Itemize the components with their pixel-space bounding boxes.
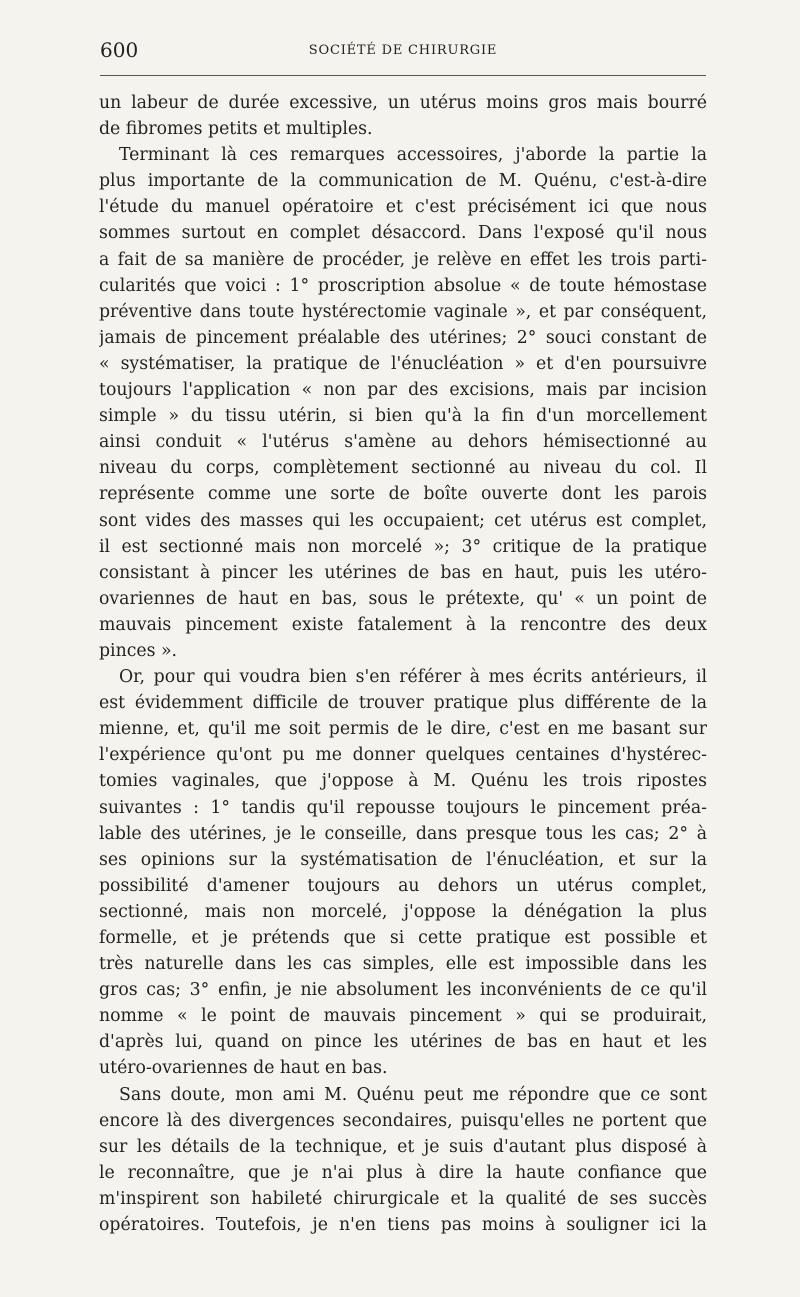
text-line: représente comme une sorte de boîte ouverte dont les parois xyxy=(99,484,707,505)
text-line: mauvais pincement existe fatalement à la rencontre des deux xyxy=(99,614,707,635)
text-line: jamais de pincement préalable des utérines; 2° souci constant de xyxy=(99,327,707,348)
text-line: gros cas; 3° enfin, je nie absolument les inconvénients de ce qu'il xyxy=(99,980,707,1001)
page-header xyxy=(100,38,706,64)
text-line: d'après lui, quand on pince les utérines de bas en haut et les xyxy=(99,1032,707,1053)
text-line: simple » du tissu utérin, si bien qu'à la fin d'un morcellement xyxy=(99,406,707,427)
text-line: cularités que voici : 1° proscription absolue « de toute hémostase xyxy=(99,275,707,296)
text-line: l'étude du manuel opératoire et c'est précisément ici que nous xyxy=(99,197,707,218)
text-line: tomies vaginales, que j'oppose à M. Quénu les trois ripostes xyxy=(99,771,707,792)
text-line: formelle, et je prétends que si cette pratique est possible et xyxy=(99,928,707,948)
text-line: sectionné, mais non morcelé, j'oppose la dénégation la plus xyxy=(99,901,707,922)
text-line: a fait de sa manière de procéder, je relève en effet les trois parti- xyxy=(99,249,707,270)
text-line: ainsi conduit « l'utérus s'amène au dehors hémisectionné au xyxy=(99,432,707,453)
text-line: Or, pour qui voudra bien s'en référer à mes écrits antérieurs, il xyxy=(119,667,707,688)
text-line: toujours l'application « non par des excisions, mais par incision xyxy=(99,380,707,401)
text-line: Sans doute, mon ami M. Quénu peut me répondre que ce sont xyxy=(119,1084,707,1105)
text-line: préventive dans toute hystérectomie vaginale », et par conséquent, xyxy=(99,301,707,322)
text-line: utéro-ovariennes de haut en bas. xyxy=(99,1058,388,1079)
text-line: opératoires. Toutefois, je n'en tiens pas moins à souligner ici la xyxy=(99,1215,707,1236)
text-line: sont vides des masses qui les occupaient; cet utérus est complet, xyxy=(99,510,707,531)
text-line: consistant à pincer les utérines de bas en haut, puis les utéro- xyxy=(99,562,707,583)
text-line: ses opinions sur la systématisation de l'énucléation, et sur la xyxy=(99,849,707,870)
text-line: un labeur de durée excessive, un utérus moins gros mais bourré xyxy=(99,93,707,113)
text-line: très naturelle dans les cas simples, elle est impossible dans les xyxy=(99,954,707,975)
header-rule xyxy=(100,75,706,76)
text-line: de fibromes petits et multiples. xyxy=(99,119,373,140)
text-line: « systématiser, la pratique de l'énucléation » et d'en poursuivre xyxy=(99,353,707,374)
text-line: Terminant là ces remarques accessoires, j'aborde la partie la xyxy=(119,145,707,166)
text-line: sommes surtout en complet désaccord. Dans l'exposé qu'il nous xyxy=(99,223,707,244)
text-line: pinces ». xyxy=(99,640,178,661)
text-line: il est sectionné mais non morcelé »; 3° critique de la pratique xyxy=(99,536,707,557)
running-title: SOCIÉTÉ DE CHIRURGIE xyxy=(308,43,498,58)
text-line: lable des utérines, je le conseille, dans presque tous les cas; 2° à xyxy=(99,823,707,844)
text-line: encore là des divergences secondaires, puisqu'elles ne portent que xyxy=(99,1110,707,1131)
text-line: plus importante de la communication de M. Quénu, c'est-à-dire xyxy=(99,171,707,192)
text-line: mienne, et, qu'il me soit permis de le dire, c'est en me basant sur xyxy=(99,719,707,740)
text-line: le reconnaître, que je n'ai plus à dire la haute confiance que xyxy=(99,1162,707,1183)
text-line: m'inspirent son habileté chirurgicale et la qualité de ses succès xyxy=(99,1188,707,1209)
page-number: 600 xyxy=(100,38,139,62)
text-line: niveau du corps, complètement sectionné au niveau du col. Il xyxy=(99,458,707,479)
text-line: est évidemment difficile de trouver pratique plus différente de la xyxy=(99,693,707,714)
text-line: nomme « le point de mauvais pincement » qui se produirait, xyxy=(99,1006,707,1027)
text-line: possibilité d'amener toujours au dehors un utérus complet, xyxy=(99,875,707,896)
body-text xyxy=(99,90,707,1238)
text-line: suivantes : 1° tandis qu'il repousse toujours le pincement préa- xyxy=(99,797,707,818)
text-line: sur les détails de la technique, et je suis d'autant plus disposé à xyxy=(99,1136,707,1157)
text-line: l'expérience qu'ont pu me donner quelques centaines d'hystérec- xyxy=(99,745,707,766)
text-line: ovariennes de haut en bas, sous le prétexte, qu' « un point de xyxy=(99,588,707,609)
